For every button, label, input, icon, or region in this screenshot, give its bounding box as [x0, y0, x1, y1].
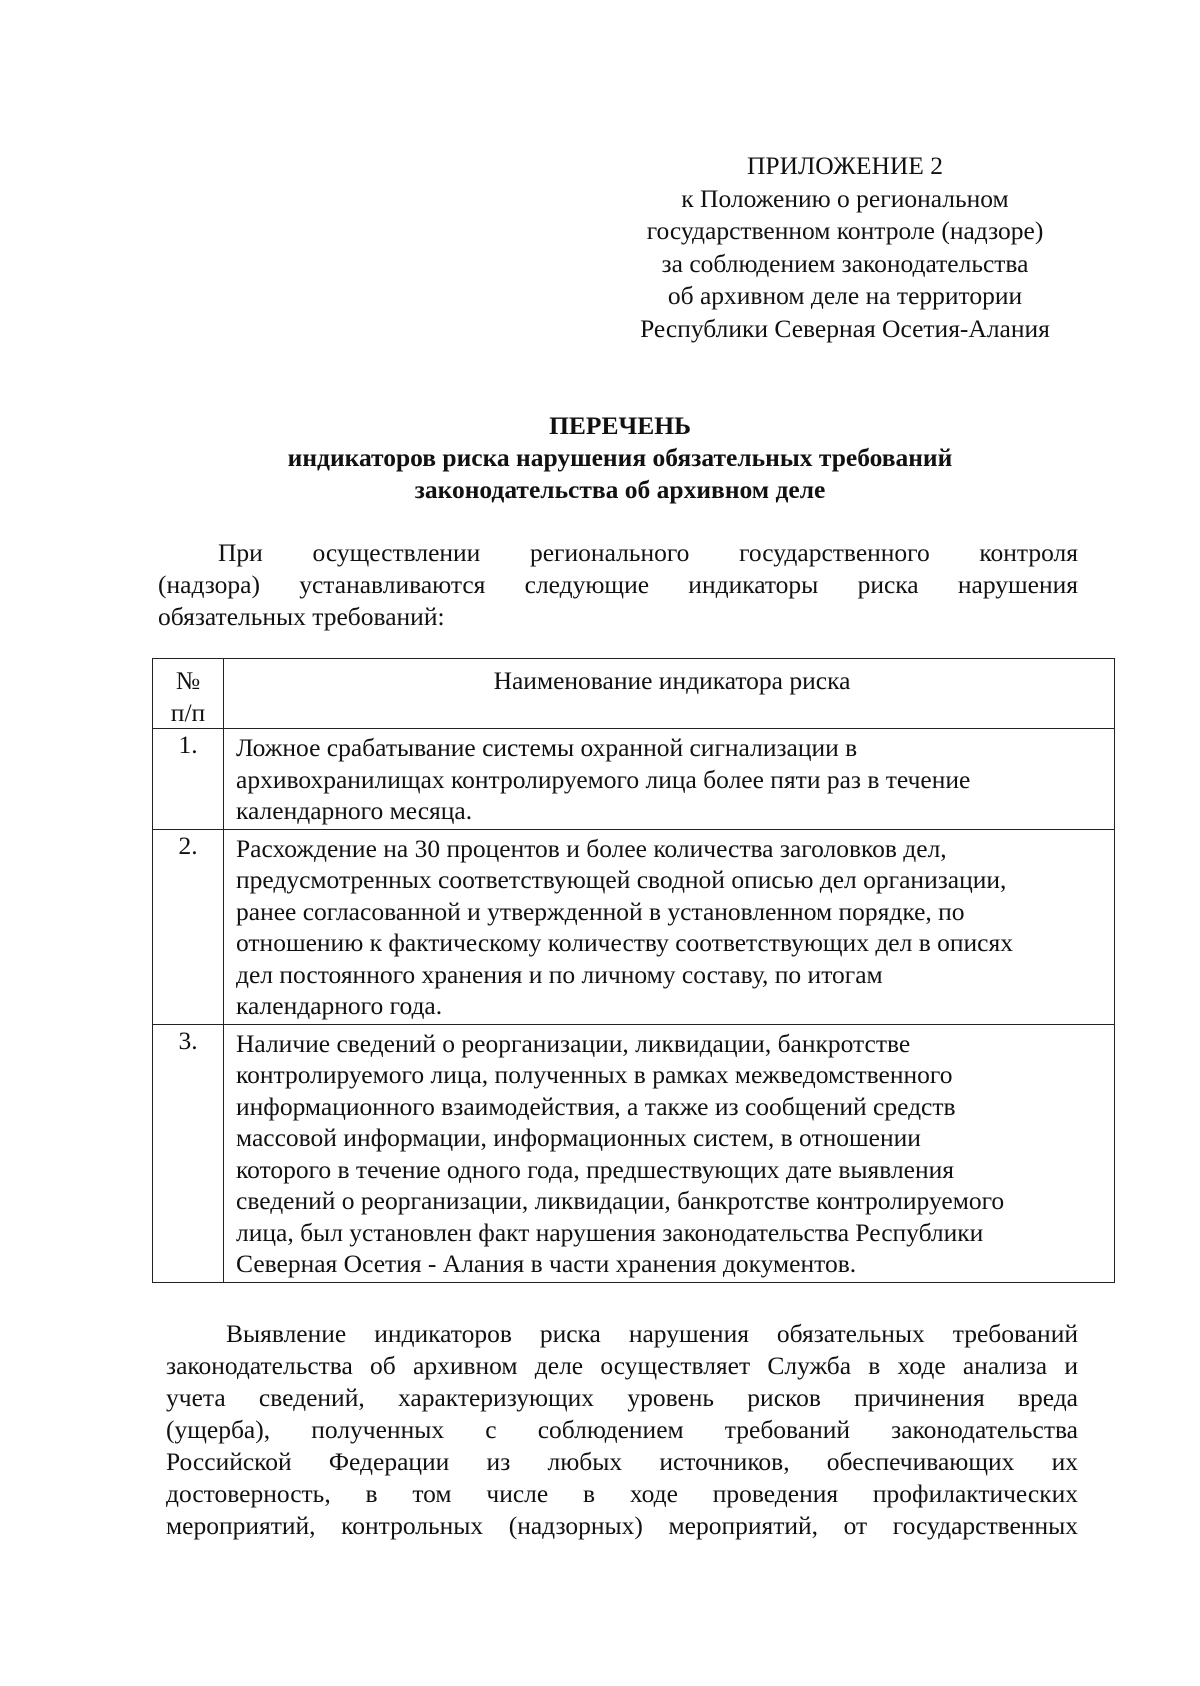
header-name-cell: Наименование индикатора риска [224, 659, 1115, 729]
intro-paragraph [158, 537, 1078, 633]
row-number: 3. [153, 1024, 224, 1282]
row-text [224, 829, 1115, 1024]
document-title [160, 410, 1080, 506]
table-row [153, 729, 1115, 830]
row-text-line: архивохранилищах контролируемого лица более пяти раз в течение [236, 764, 971, 794]
row-text-line: календарного года. [236, 991, 443, 1020]
outro-line: достоверность, в том числе в ходе проведения профилактических [166, 1479, 1078, 1508]
row-number: 1. [153, 729, 224, 830]
row-text-line: Северная Осетия - Алания в части хранения документов. [236, 1249, 857, 1278]
header-number-cell [153, 659, 224, 729]
row-text-line: Расхождение на 30 процентов и более количества заголовков дел, [236, 833, 947, 863]
intro-line: При осуществлении регионального государственного контроля [218, 538, 1078, 567]
outro-line: (ущерба), полученных с соблюдением требований законодательства [166, 1415, 1078, 1444]
table-row [153, 829, 1115, 1024]
title-subtitle-line: индикаторов риска нарушения обязательных требований [287, 443, 953, 472]
intro-line: обязательных требований: [158, 602, 445, 631]
appendix-line: за соблюдением законодательства [661, 248, 1029, 278]
row-text-line: Наличие сведений о реорганизации, ликвидации, банкротстве [236, 1028, 911, 1058]
appendix-line: Республики Северная Осетия-Алания [640, 313, 1050, 343]
row-text [224, 729, 1115, 830]
title-main: ПЕРЕЧЕНЬ [549, 411, 691, 440]
outro-line: законодательства об архивном деле осуществляет Служба в ходе анализа и [166, 1351, 1078, 1380]
row-text-line: календарного месяца. [236, 796, 473, 825]
row-number: 2. [153, 829, 224, 1024]
appendix-line: к Положению о региональном [681, 183, 1009, 213]
row-text-line: сведений о реорганизации, ликвидации, банкротстве контролируемого [236, 1186, 1005, 1215]
outro-line: Российской Федерации из любых источников, обеспечивающих их [166, 1447, 1078, 1476]
header-number-abbrev: п/п [170, 697, 206, 727]
appendix-header [615, 150, 1075, 345]
outro-line: учета сведений, характеризующих уровень рисков причинения вреда [166, 1383, 1078, 1412]
outro-line: мероприятий, контрольных (надзорных) мероприятий, от государственных [166, 1511, 1078, 1540]
row-text-line: массовой информации, информационных систем, в отношении [236, 1123, 921, 1152]
intro-line: (надзора) устанавливаются следующие индикаторы риска нарушения [158, 570, 1078, 599]
row-text-line: дел постоянного хранения и по личному составу, по итогам [236, 959, 883, 989]
appendix-line: об архивном деле на территории [667, 281, 1023, 310]
row-text-line: информационного взаимодействия, а также из сообщений средств [236, 1091, 956, 1121]
row-text-line: отношению к фактическому количеству соответствующих дел в описях [236, 928, 1013, 957]
appendix-line: ПРИЛОЖЕНИЕ 2 [746, 151, 944, 180]
row-text-line: предусмотренных соответствующей сводной описью дел организации, [236, 865, 1007, 894]
row-text-line: которого в течение одного года, предшествующих дате выявления [236, 1154, 955, 1184]
title-subtitle-line: законодательства об архивном деле [414, 475, 826, 504]
outro-line: Выявление индикаторов риска нарушения обязательных требований [226, 1319, 1078, 1348]
row-text-line: контролируемого лица, полученных в рамках межведомственного [236, 1060, 953, 1089]
header-number-sign: № [175, 666, 201, 695]
table-row [153, 1024, 1115, 1282]
row-text-line: Ложное срабатывание системы охранной сигнализации в [236, 733, 858, 762]
outro-paragraph [166, 1318, 1078, 1542]
row-text-line: лица, был установлен факт нарушения законодательства Республики [236, 1217, 984, 1247]
row-text-line: ранее согласованной и утвержденной в установленном порядке, по [236, 896, 965, 926]
appendix-line: государственном контроле (надзоре) [646, 216, 1044, 245]
table-header-row [153, 659, 1115, 729]
row-text [224, 1024, 1115, 1282]
risk-indicators-table [152, 658, 1115, 1283]
